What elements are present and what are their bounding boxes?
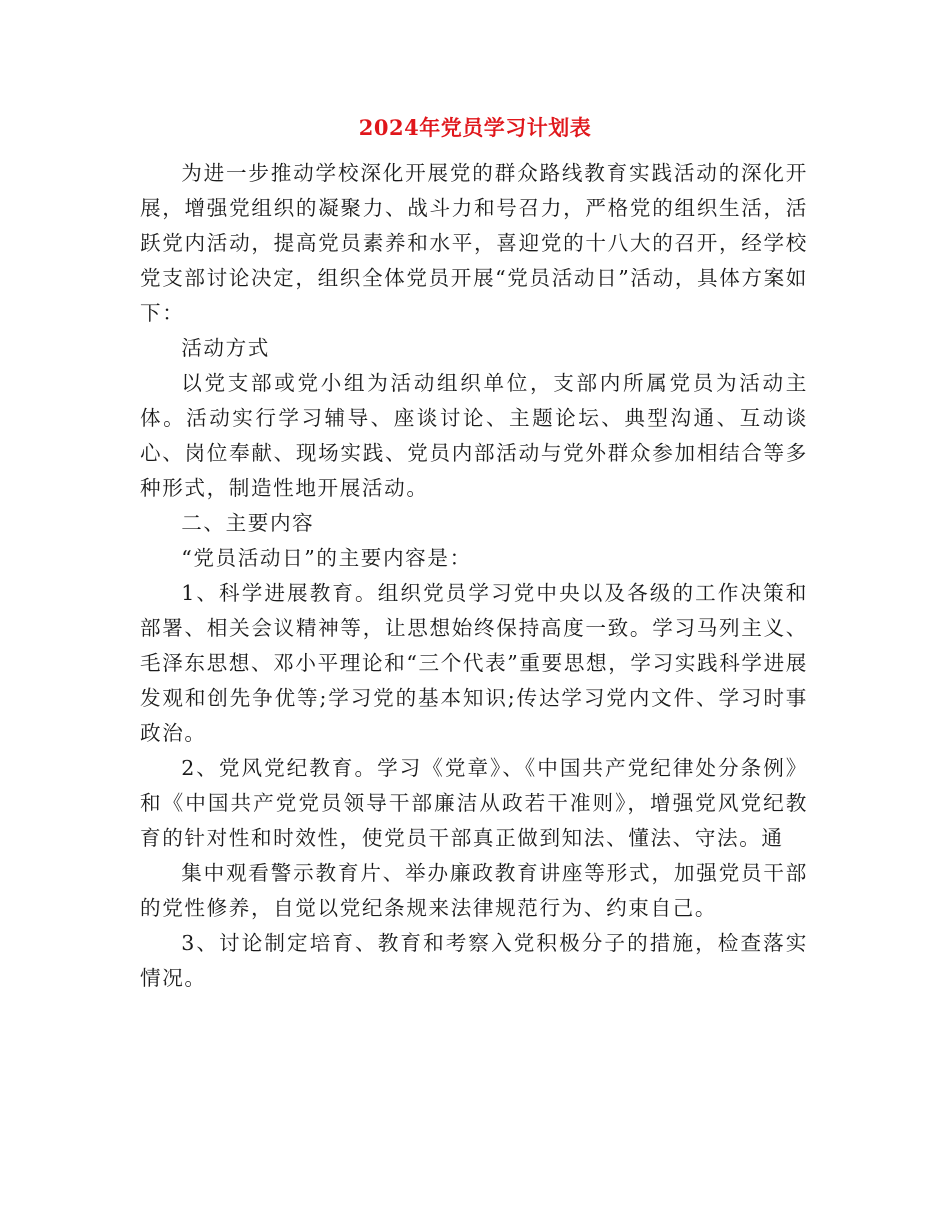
section-heading-activity-method: 活动方式 — [181, 336, 270, 360]
paragraph-item-1: 1、科学进展教育。组织党员学习党中央以及各级的工作决策和部署、相关会议精神等，让思想始终保持高度一致。学习马列主义、毛泽东思想、邓小平理论和“三个代表”重要思想，学习实践科学进展发观和创先争优等;学习党的基本知识;传达学习党内文件、学习时事政治。 — [140, 581, 808, 745]
paragraph-item-2-continued: 集中观看警示教育片、举办廉政教育讲座等形式，加强党员干部的党性修养，自觉以党纪条规来法律规范行为、约束自己。 — [140, 861, 808, 920]
document-title: 2024年党员学习计划表 — [358, 115, 592, 140]
paragraph-item-2: 2、党风党纪教育。学习《党章》、《中国共产党纪律处分条例》和《中国共产党党员领导干部廉洁从政若干准则》，增强党风党纪教育的针对性和时效性，使党员干部真正做到知法、懂法、守法。通 — [140, 756, 808, 850]
paragraph-activity-method: 以党支部或党小组为活动组织单位，支部内所属党员为活动主体。活动实行学习辅导、座谈讨论、主题论坛、典型沟通、互动谈心、岗位奉献、现场实践、党员内部活动与党外群众参加相结合等多种形式，制造性地开展活动。 — [140, 371, 808, 500]
paragraph-main-content-intro: “党员活动日”的主要内容是： — [181, 546, 472, 570]
document-body — [140, 156, 808, 996]
paragraph-item-3: 3、讨论制定培育、教育和考察入党积极分子的措施，检查落实情况。 — [140, 931, 808, 990]
section-heading-main-content: 二、主要内容 — [181, 511, 315, 535]
paragraph-intro: 为进一步推动学校深化开展党的群众路线教育实践活动的深化开展，增强党组织的凝聚力、战斗力和号召力，严格党的组织生活，活跃党内活动，提高党员素养和水平，喜迎党的十八大的召开，经学校党支部讨论决定，组织全体党员开展“党员活动日”活动，具体方案如下： — [140, 161, 808, 325]
